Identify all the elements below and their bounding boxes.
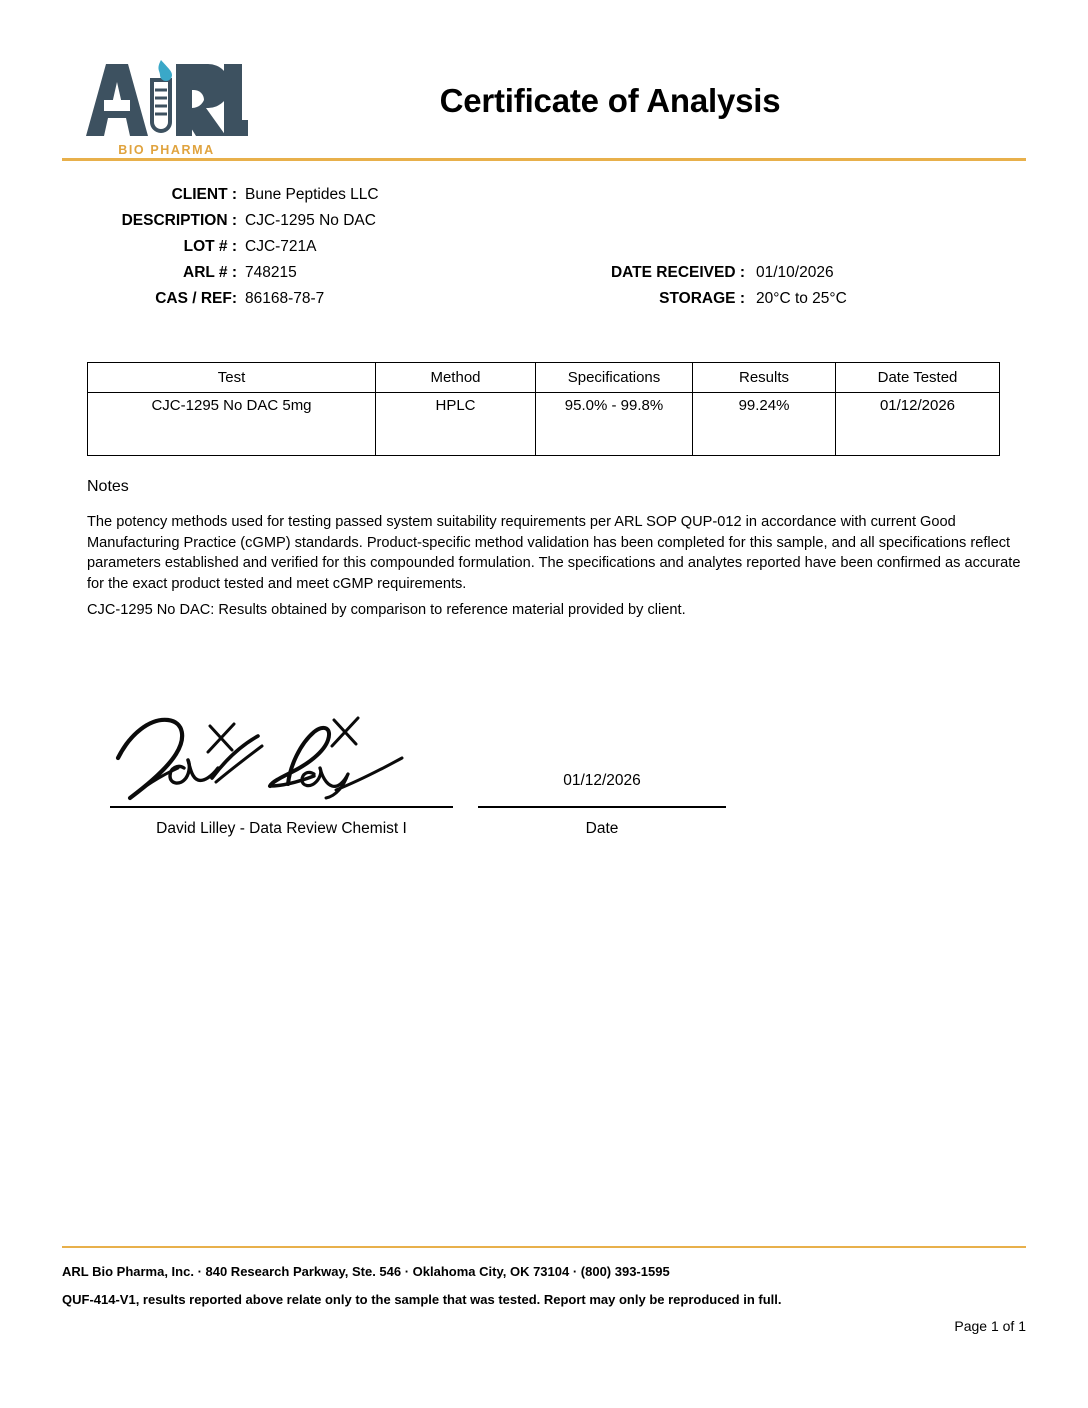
arl-number-value: 748215 [245, 264, 297, 281]
lot-label: LOT # : [183, 238, 237, 255]
signature-image [112, 706, 412, 806]
column-header-date-tested: Date Tested [836, 363, 1000, 393]
lot-value: CJC-721A [245, 238, 317, 255]
signature-line [110, 806, 453, 808]
document-header [0, 0, 1088, 170]
date-line [478, 806, 726, 808]
footer-divider [62, 1246, 1026, 1248]
date-received-value: 01/10/2026 [756, 264, 834, 281]
column-header-method: Method [376, 363, 536, 393]
cell-date-tested: 01/12/2026 [836, 393, 1000, 456]
client-label: CLIENT : [171, 186, 237, 203]
meta-row-client [0, 186, 1088, 212]
meta-row-description [0, 212, 1088, 238]
signature-date-value: 01/12/2026 [563, 772, 641, 789]
table-header-row [88, 363, 1000, 393]
cell-method: HPLC [376, 393, 536, 456]
cas-ref-value: 86168-78-7 [245, 290, 325, 307]
storage-label: STORAGE : [659, 290, 745, 307]
notes-heading: Notes [87, 478, 129, 495]
brand-tagline: BIO PHARMA [118, 143, 215, 157]
sample-metadata [0, 186, 1088, 316]
meta-row-cas-ref [0, 290, 1088, 316]
arl-number-label: ARL # : [183, 264, 237, 281]
notes-paragraph-2: CJC-1295 No DAC: Results obtained by comparison to reference material provided by client. [87, 602, 686, 618]
description-label: DESCRIPTION : [121, 212, 237, 229]
header-divider [62, 158, 1026, 161]
column-header-specifications: Specifications [536, 363, 693, 393]
footer-address: ARL Bio Pharma, Inc. · 840 Research Parkway, Ste. 546 · Oklahoma City, OK 73104 · (800) 393-1595 [62, 1264, 670, 1279]
storage-value: 20°C to 25°C [756, 290, 847, 307]
test-tube-icon [152, 60, 172, 131]
arl-logo-mark [84, 60, 249, 140]
client-value: Bune Peptides LLC [245, 186, 379, 203]
results-table [87, 362, 1000, 456]
results-table-wrapper [87, 362, 999, 456]
notes-paragraph-1: The potency methods used for testing passed system suitability requirements per ARL SOP QUP-012 in accordance with current Good Manufacturing Practice (cGMP) standards. Product-specific method validation has been completed for this sample, and all specifications reflect parameters established and verified for this compounded formulation. The specifications and analytes reported have been confirmed as accurate for the exact product tested and meet cGMP requirements. [87, 514, 1021, 592]
description-value: CJC-1295 No DAC [245, 212, 376, 229]
column-header-test: Test [88, 363, 376, 393]
meta-row-lot [0, 238, 1088, 264]
cell-test: CJC-1295 No DAC 5mg [88, 393, 376, 456]
table-row [88, 393, 1000, 456]
page-title: Certificate of Analysis [439, 82, 781, 119]
date-received-label: DATE RECEIVED : [610, 264, 745, 281]
date-caption: Date [585, 820, 619, 837]
cell-results: 99.24% [693, 393, 836, 456]
footer-disclaimer: QUF-414-V1, results reported above relate only to the sample that was tested. Report may only be reproduced in full. [62, 1292, 782, 1307]
page-number: Page 1 of 1 [954, 1318, 1026, 1334]
column-header-results: Results [693, 363, 836, 393]
cell-specifications: 95.0% - 99.8% [536, 393, 693, 456]
signer-caption: David Lilley - Data Review Chemist I [156, 820, 407, 837]
meta-row-arl-number [0, 264, 1088, 290]
cas-ref-label: CAS / REF: [155, 290, 237, 307]
company-logo [84, 60, 249, 160]
